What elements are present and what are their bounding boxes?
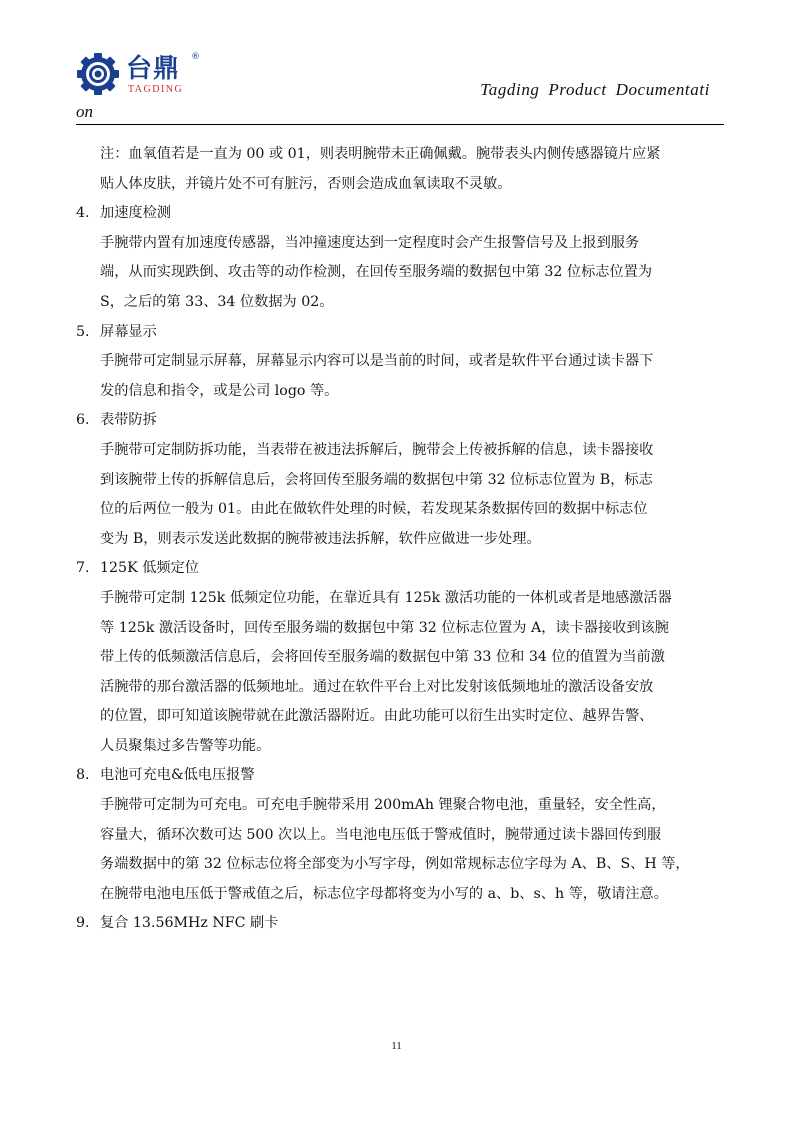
- paragraph-line: 位的后两位一般为 01。由此在做软件处理的时候，若发现某条数据传回的数据中标志位: [100, 501, 648, 518]
- section-acceleration-detection: [76, 199, 720, 317]
- logo-wordmark: [126, 52, 200, 100]
- gear-logo-icon: [76, 52, 120, 96]
- section-heading: [76, 554, 720, 584]
- logo-english-name: TAGDING: [128, 84, 184, 95]
- section-battery-alarm: [76, 761, 720, 909]
- document-title: Tagding Product Documentati: [480, 80, 710, 99]
- document-title-wrap: on: [76, 102, 93, 121]
- logo-chinese-name: 台鼎: [126, 54, 181, 84]
- section-nfc: [76, 909, 720, 939]
- section-number: 4.: [76, 205, 90, 222]
- section-number: 7.: [76, 560, 90, 577]
- note-paragraph: [76, 140, 720, 199]
- paragraph-line: 带上传的低频激活信息后，会将回传至服务端的数据包中第 33 位和 34 位的值置为当前激: [100, 649, 665, 666]
- paragraph-line: 活腕带的那台激活器的低频地址。通过在软件平台上对比发射该低频地址的激活设备安放: [100, 678, 654, 695]
- section-number: 8.: [76, 767, 90, 784]
- section-title: 电池可充电&低电压报警: [100, 767, 255, 784]
- paragraph-line: 端，从而实现跌倒、攻击等的动作检测，在回传至服务端的数据包中第 32 位标志位置为: [100, 264, 653, 281]
- section-screen-display: [76, 318, 720, 407]
- page-header: [76, 40, 714, 120]
- paragraph-line: 的位置，即可知道该腕带就在此激活器附近。由此功能可以衍生出实时定位、越界告警、: [100, 708, 654, 725]
- registered-mark: ®: [191, 52, 200, 62]
- paragraph-line: 变为 B，则表示发送此数据的腕带被违法拆解，软件应做进一步处理。: [100, 530, 541, 547]
- section-heading: [76, 199, 720, 229]
- paragraph-line: 手腕带可定制显示屏幕，屏幕显示内容可以是当前的时间，或者是软件平台通过读卡器下: [100, 353, 654, 370]
- paragraph-line: 发的信息和指令，或是公司 logo 等。: [100, 382, 339, 399]
- section-tamper-proof: [76, 406, 720, 554]
- paragraph-line: 容量大，循环次数可达 500 次以上。当电池电压低于警戒值时，腕带通过读卡器回传到服: [100, 826, 662, 843]
- paragraph-line: 手腕带可定制 125k 低频定位功能，在靠近具有 125k 激活功能的一体机或者是地感激活器: [100, 589, 672, 606]
- paragraph-line: 人员聚集过多告警等功能。: [100, 737, 271, 754]
- paragraph-line: 手腕带可定制为可充电。可充电手腕带采用 200mAh 锂聚合物电池，重量轻，安全性高，: [100, 797, 666, 814]
- section-number: 9.: [76, 915, 90, 932]
- section-number: 6.: [76, 412, 90, 429]
- section-title: 复合 13.56MHz NFC 刷卡: [100, 915, 279, 932]
- paragraph-line: 在腕带电池电压低于警戒值之后，标志位字母都将变为小写的 a、b、s、h 等，敬请注意。: [100, 885, 668, 902]
- section-title: 125K 低频定位: [100, 560, 199, 577]
- section-heading: [76, 909, 720, 939]
- paragraph-line: 等 125k 激活设备时，回传至服务端的数据包中第 32 位标志位置为 A，读卡器接收到该腕: [100, 619, 669, 636]
- section-number: 5.: [76, 323, 90, 340]
- paragraph-line: 注：血氧值若是一直为 00 或 01，则表明腕带未正确佩戴。腕带表头内侧传感器镜片应紧: [100, 146, 661, 162]
- paragraph-line: 手腕带可定制防拆功能，当表带在被违法拆解后，腕带会上传被拆解的信息，读卡器接收: [100, 441, 654, 458]
- paragraph-line: 到该腕带上传的拆解信息后，会将回传至服务端的数据包中第 32 位标志位置为 B，标志: [100, 471, 653, 488]
- paragraph-line: S，之后的第 33、34 位数据为 02。: [100, 293, 334, 310]
- paragraph-line: 手腕带内置有加速度传感器，当冲撞速度达到一定程度时会产生报警信号及上报到服务: [100, 234, 640, 251]
- document-body: [76, 140, 720, 939]
- section-title: 屏幕显示: [100, 323, 157, 340]
- section-heading: [76, 318, 720, 348]
- paragraph-line: 贴人体皮肤，并镜片处不可有脏污，否则会造成血氧读取不灵敏。: [100, 175, 512, 192]
- company-logo: [76, 52, 200, 100]
- section-title: 表带防拆: [100, 412, 157, 429]
- header-divider: [76, 124, 724, 125]
- section-125k-positioning: [76, 554, 720, 761]
- section-heading: [76, 761, 720, 791]
- section-title: 加速度检测: [100, 205, 171, 222]
- page-number: 11: [391, 1040, 402, 1052]
- paragraph-line: 务端数据中的第 32 位标志位将全部变为小写字母，例如常规标志位字母为 A、B、S、H 等，: [100, 856, 690, 873]
- section-heading: [76, 406, 720, 436]
